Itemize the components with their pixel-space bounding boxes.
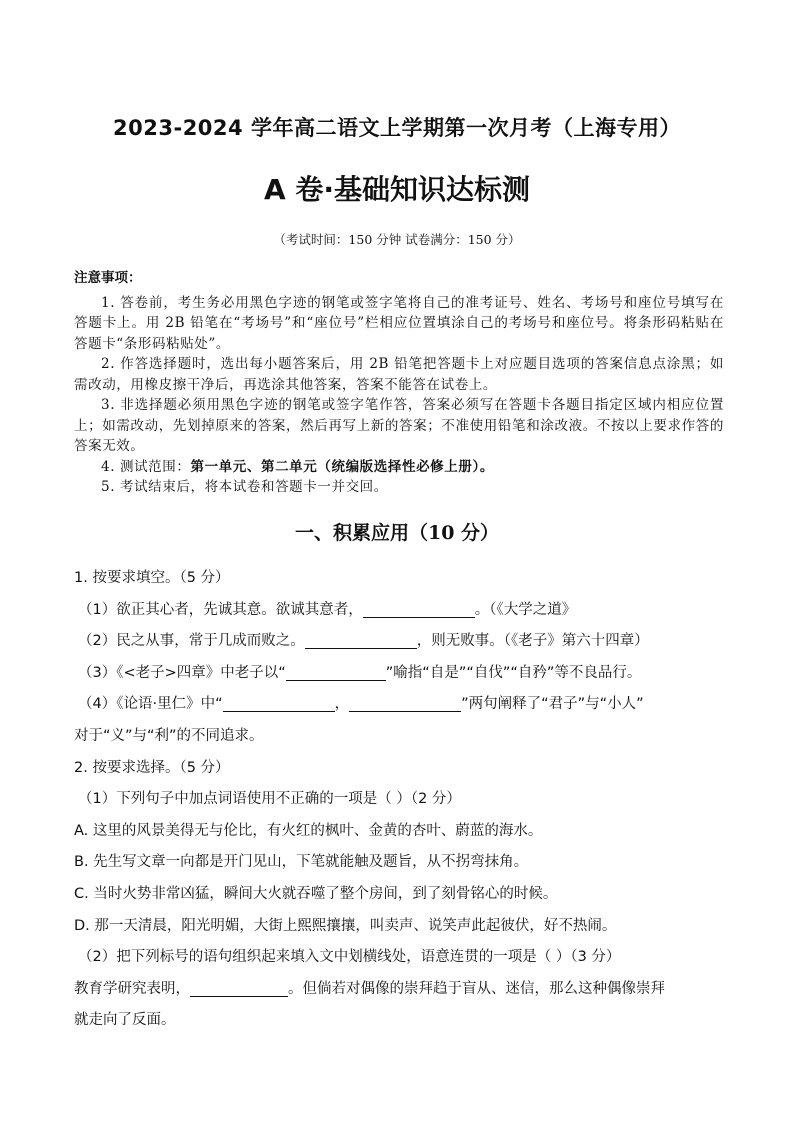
note-item-2: 2. 作答选择题时，选出每小题答案后，用 2B 铅笔把答题卡上对应题目选项的答案信息点涂黑；如需改动，用橡皮擦干净后，再选涂其他答案，答案不能答在试卷上。 xyxy=(74,356,724,393)
question-1-1-text: （1）欲正其心者，先诚其意。欲诚其意者， xyxy=(78,601,363,618)
question-1-4-text: （4）《论语·里仁》中“ xyxy=(78,696,223,713)
option-a: A. 这里的风景美得无与伦比，有火红的枫叶、金黄的杏叶、蔚蓝的海水。 xyxy=(74,822,543,839)
answer-blank[interactable] xyxy=(363,599,475,618)
question-1-2-source: ，则无败事。（《老子》第六十四章） xyxy=(416,633,649,650)
passage-text-before: 教育学研究表明， xyxy=(74,980,190,997)
question-1-4-comma: ， xyxy=(334,696,350,713)
question-1-1-source: 。（《大学之道》 xyxy=(474,601,577,618)
question-1-4-continued: 对于“义”与“利”的不同追求。 xyxy=(74,727,264,744)
questions-section xyxy=(74,563,724,1037)
question-2-2: （2）把下列标号的语句组织起来填入文中划横线处，语意连贯的一项是（ ）（3 分） xyxy=(78,949,621,966)
note-item-5: 5. 考试结束后，将本试卷和答题卡一并交回。 xyxy=(101,479,388,495)
note-item-1: 1. 答卷前，考生务必用黑色字迹的钢笔或签字笔将自己的准考证号、姓名、考场号和座位号填写在答题卡上。用 2B 铅笔在“考场号”和“座位号”栏相应位置填涂自己的考场号和座位号。将条形码粘贴在答题卡“条形码粘贴处”。 xyxy=(74,294,724,352)
exam-subtitle: A 卷·基础知识达标测 xyxy=(263,173,531,206)
option-b: B. 先生写文章一向都是开门见山，下笔就能触及题旨，从不拐弯抹角。 xyxy=(74,854,529,871)
note-item-3: 3. 非选择题必须用黑色字迹的钢笔或签字笔作答，答案必须写在答题卡各题目指定区域内相应位置上；如需改动，先划掉原来的答案，然后再写上新的答案；不准使用铅笔和涂改液。不按以上要求作答的答案无效。 xyxy=(74,397,724,454)
exam-title: 2023-2024 学年高二语文上学期第一次月考（上海专用） xyxy=(113,116,681,140)
question-2-heading: 2. 按要求选择。（5 分） xyxy=(74,759,230,776)
question-1-heading: 1. 按要求填空。（5 分） xyxy=(74,570,230,586)
answer-blank[interactable] xyxy=(190,978,288,997)
option-d: D. 那一天清晨，阳光明媚，大街上熙熙攘攘，叫卖声、说笑声此起彼伏，好不热闹。 xyxy=(74,917,617,934)
question-1-1 xyxy=(74,595,724,627)
question-1-2-text: （2）民之从事，常于几成而败之。 xyxy=(78,633,305,650)
notes-heading: 注意事项： xyxy=(74,270,142,286)
answer-blank[interactable] xyxy=(349,693,461,712)
answer-blank[interactable] xyxy=(305,630,417,649)
question-1-3-text: （3）《<老子>四章》中老子以“ xyxy=(78,664,286,681)
section-heading: 一、积累应用（10 分） xyxy=(294,522,500,544)
question-2-2-passage-continued: 就走向了反面。 xyxy=(74,1012,176,1029)
question-1-4 xyxy=(74,689,724,721)
exam-meta: （考试时间：150 分钟 试卷满分：150 分） xyxy=(273,232,521,247)
answer-blank[interactable] xyxy=(286,662,386,681)
question-2-1: （1）下列句子中加点词语使用不正确的一项是（ ）（2 分） xyxy=(78,791,461,808)
question-1-2 xyxy=(74,626,724,658)
question-1-3 xyxy=(74,658,724,690)
notes-section xyxy=(74,268,724,498)
question-1-4-rest: ”两句阐释了“君子”与“小人” xyxy=(461,696,644,713)
passage-text-after: 。但倘若对偶像的崇拜趋于盲从、迷信，那么这种偶像崇拜 xyxy=(288,980,665,997)
answer-blank[interactable] xyxy=(223,693,335,712)
question-2-2-passage xyxy=(74,974,724,1006)
note-item-4-scope: 第一单元、第二单元（统编版选择性必修上册）。 xyxy=(190,458,494,475)
note-item-4 xyxy=(74,457,724,478)
note-item-4-prefix: 4. 测试范围： xyxy=(101,458,191,475)
question-1-3-rest: ”喻指“自是”“自伐”“自矜”等不良品行。 xyxy=(385,664,642,681)
option-c: C. 当时火势非常凶猛，瞬间大火就吞噬了整个房间，到了刻骨铭心的时候。 xyxy=(74,885,558,902)
